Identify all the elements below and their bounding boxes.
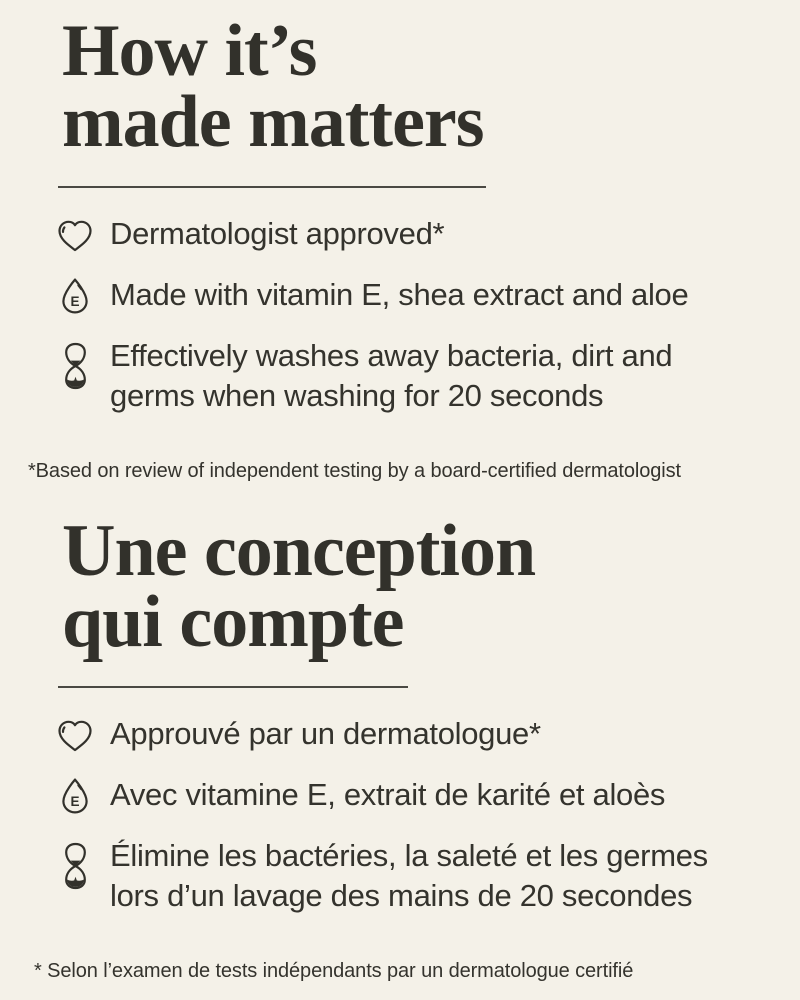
benefit-text (110, 275, 688, 315)
benefit-text (110, 336, 672, 416)
benefit-text (110, 775, 665, 815)
list-item (62, 336, 760, 416)
list-item (62, 714, 760, 754)
benefit-text-line: germs when washing for 20 seconds (110, 378, 604, 413)
benefit-text-line: Dermatologist approved* (110, 216, 445, 251)
heading-line: made matters (62, 81, 484, 163)
section-english (28, 10, 760, 484)
heading-divider (58, 686, 408, 688)
hourglass-icon (55, 336, 95, 390)
heading-english (62, 10, 760, 163)
hourglass-icon (55, 836, 95, 890)
footnote-english: *Based on review of independent testing by a board-certified dermatologist (28, 460, 682, 482)
benefit-text (110, 214, 444, 254)
heading-divider (58, 186, 486, 188)
benefits-list-english (62, 214, 760, 416)
benefit-text-line: Made with vitamin E, shea extract and aloe (110, 277, 689, 312)
vitamin-e-letter: E (70, 294, 80, 309)
list-item (62, 275, 760, 315)
benefit-text-line: Élimine les bactéries, la saleté et les germes (110, 838, 708, 873)
heading-line: How it’s (62, 10, 317, 92)
benefit-text-line: Approuvé par un dermatologue* (110, 716, 541, 751)
vitamin-e-drop-icon (55, 275, 95, 314)
benefit-text-line: lors d’un lavage des mains de 20 secondes (110, 878, 693, 913)
benefit-text (110, 714, 541, 754)
heading-line: Une conception (62, 510, 536, 592)
benefit-text (110, 836, 708, 916)
vitamin-e-letter: E (70, 794, 80, 809)
benefit-text-line: Effectively washes away bacteria, dirt and (110, 338, 673, 373)
heading-line: qui compte (62, 581, 404, 663)
footnote-french: * Selon l’examen de tests indépendants par un dermatologue certifié (34, 960, 634, 982)
vitamin-e-drop-icon (55, 775, 95, 814)
list-item (62, 214, 760, 254)
heart-icon (55, 214, 95, 253)
benefit-text-line: Avec vitamine E, extrait de karité et aloès (110, 777, 666, 812)
heading-french (62, 510, 760, 663)
heart-icon (55, 714, 95, 753)
list-item (62, 775, 760, 815)
section-french (34, 510, 760, 984)
benefits-list-french (62, 714, 760, 916)
list-item (62, 836, 760, 916)
